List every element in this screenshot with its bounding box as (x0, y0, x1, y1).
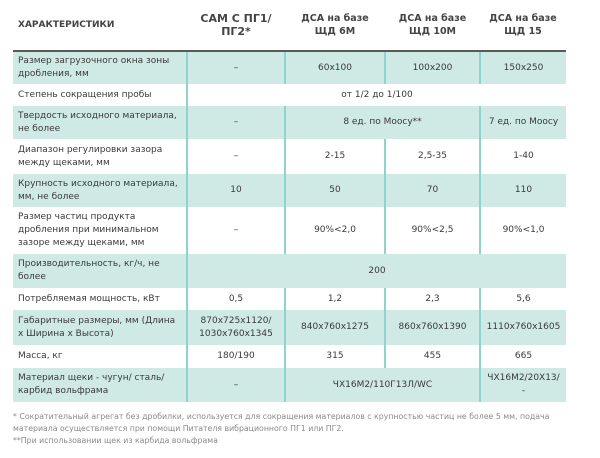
cell: 860x760x1390 (385, 310, 480, 345)
footnote-2: **При использовании щек из карбида вольфрама (13, 436, 218, 445)
row-label: Диапазон регулировки зазора между щеками, мм (18, 144, 163, 168)
cell: 1-40 (480, 139, 566, 174)
footnotes (13, 411, 583, 447)
row-label: Масса, кг (18, 351, 63, 361)
cell: – (187, 106, 285, 139)
cell: 2-15 (285, 139, 385, 174)
row-label: Крупность исходного материала, мм, не более (13, 174, 187, 207)
table-row (13, 288, 566, 310)
cell: 90%<2,5 (385, 207, 480, 254)
row-label: Производительность, кг/ч, не более (13, 254, 187, 288)
header-characteristics: ХАРАКТЕРИСТИКИ (13, 0, 187, 51)
cell: 2,3 (385, 288, 480, 310)
cell: 2,5-35 (385, 139, 480, 174)
cell: ЧХ16М2/110Г13Л/WC (285, 368, 480, 402)
cell: 50 (285, 174, 385, 207)
cell: 1,2 (285, 288, 385, 310)
cell: от 1/2 до 1/100 (187, 84, 566, 106)
cell: – (187, 207, 285, 254)
row-label: Размер частиц продукта дробления при минимальном зазоре между щеками, мм (18, 212, 159, 248)
header-dsa-6m: ДСА на базе ЩД 6М (285, 0, 385, 51)
table-row (13, 254, 566, 288)
footnote-1: * Сократительный агрегат без дробилки, используется для сокращения материалов с крупностью частиц не более 5 мм, подача материала осуществляется при помощи Питателя вибрационного ПГ1 или ПГ2. (13, 412, 550, 433)
header-cam: САМ С ПГ1/ПГ2* (187, 0, 285, 51)
table-row (13, 139, 566, 174)
row-label: Твердость исходного материала, не более (13, 106, 187, 139)
cell: 455 (385, 345, 480, 368)
cell: 100x200 (385, 51, 480, 84)
cell: 90%<2,0 (285, 207, 385, 254)
cell: 1110x760x1605 (480, 310, 566, 345)
table-row (13, 174, 566, 207)
header-row (13, 0, 566, 51)
cell: 60x100 (285, 51, 385, 84)
row-label: Габаритные размеры, мм (Длина х Ширина х Высота) (13, 310, 187, 345)
specs-table (13, 0, 566, 402)
cell: 70 (385, 174, 480, 207)
cell: 110 (480, 174, 566, 207)
cell: 315 (285, 345, 385, 368)
table-row (13, 368, 566, 402)
cell: 665 (480, 345, 566, 368)
table-row (13, 51, 566, 84)
cell: 7 ед. по Моосу (480, 106, 566, 139)
cell: 5,6 (480, 288, 566, 310)
cell: 840x760x1275 (285, 310, 385, 345)
cell: – (187, 139, 285, 174)
header-dsa-15: ДСА на базе ЩД 15 (480, 0, 566, 51)
table-row (13, 345, 566, 368)
header-dsa-10m: ДСА на базе ЩД 10М (385, 0, 480, 51)
table-row (13, 106, 566, 139)
cell: 90%<1,0 (480, 207, 566, 254)
cell: 200 (187, 254, 566, 288)
cell: 10 (187, 174, 285, 207)
cell: 150x250 (480, 51, 566, 84)
table-row (13, 310, 566, 345)
row-label: Степень сокращения пробы (18, 89, 152, 100)
cell: 180/190 (187, 345, 285, 368)
cell: 870x725x1120/ 1030x760x1345 (187, 310, 285, 345)
row-label: Размер загрузочного окна зоны дробления, мм (13, 51, 187, 84)
row-label: Материал щеки - чугун/ сталь/ карбид вольфрама (13, 368, 187, 402)
row-label: Потребляемая мощность, кВт (18, 293, 160, 304)
cell: 8 ед. по Моосу** (285, 106, 480, 139)
cell: – (187, 368, 285, 402)
cell: 0,5 (187, 288, 285, 310)
table-row (13, 84, 566, 106)
cell: ЧХ16М2/20Х13/ - (480, 368, 566, 402)
cell: – (187, 51, 285, 84)
table-row (13, 207, 566, 254)
